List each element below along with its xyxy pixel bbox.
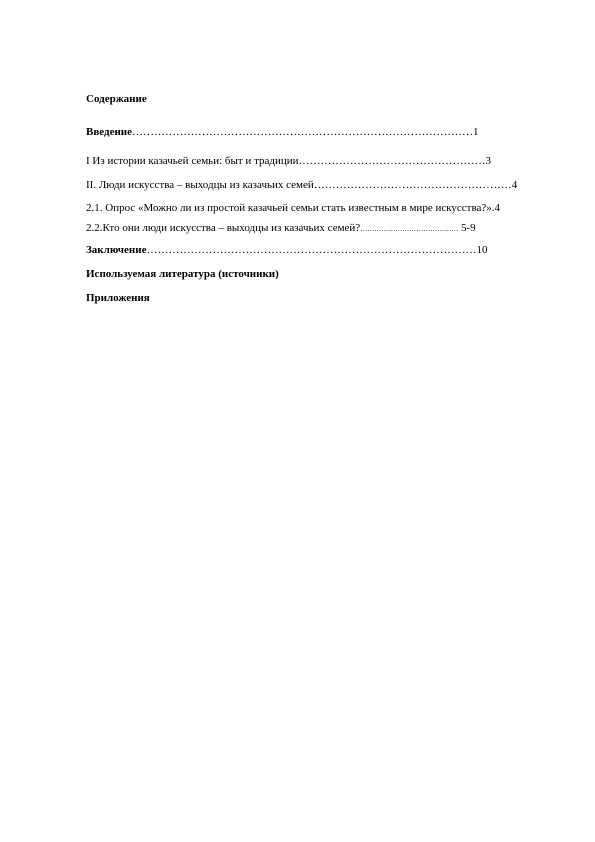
toc-entry-page: 4: [511, 179, 518, 191]
toc-entry-dots: …………………………………………………………………………………: [132, 126, 474, 138]
toc-entry-dots: .: [491, 202, 495, 214]
toc-entry-page: 5-9: [458, 222, 476, 234]
toc-entry-page: 1: [473, 126, 479, 138]
toc-entry-label: 2.2.Кто они люди искусства – выходцы из казачьих семей?: [86, 222, 361, 234]
toc-entry-label: I Из истории казачьей семьи: быт и традиции: [86, 155, 299, 167]
toc-entry-section-2-2[interactable]: [86, 222, 476, 235]
toc-entry-dots: ………………………………………………: [313, 179, 512, 191]
toc-entry-references[interactable]: [86, 268, 279, 280]
toc-entry-dots: ……………………………………: [360, 225, 459, 233]
toc-entry-label: Введение: [86, 126, 133, 138]
toc-entry-label: Используемая литература (источники): [86, 268, 279, 280]
toc-entry-label: II. Люди искусства – выходцы из казачьих семей: [86, 179, 314, 191]
toc-entry-page: 4: [494, 202, 501, 214]
toc-entry-page: 3: [485, 155, 492, 167]
toc-entry-chapter-2[interactable]: [86, 179, 517, 191]
toc-entry-label: Заключение: [86, 244, 147, 256]
toc-entry-dots: ……………………………………………: [298, 155, 486, 167]
toc-entry-label: Приложения: [86, 292, 150, 304]
toc-entry-introduction[interactable]: [86, 126, 479, 138]
toc-entry-dots: ………………………………………………………………………………: [146, 244, 477, 256]
toc-title: Содержание: [86, 93, 147, 105]
toc-entry-conclusion[interactable]: [86, 244, 487, 256]
toc-entry-label: 2.1. Опрос «Можно ли из простой казачьей семьи стать известным в мире искусства?»: [86, 202, 492, 214]
toc-entry-appendices[interactable]: [86, 292, 150, 304]
toc-entry-chapter-1[interactable]: [86, 155, 491, 167]
toc-entry-page: 10: [476, 244, 488, 256]
toc-entry-section-2-1[interactable]: [86, 202, 500, 214]
